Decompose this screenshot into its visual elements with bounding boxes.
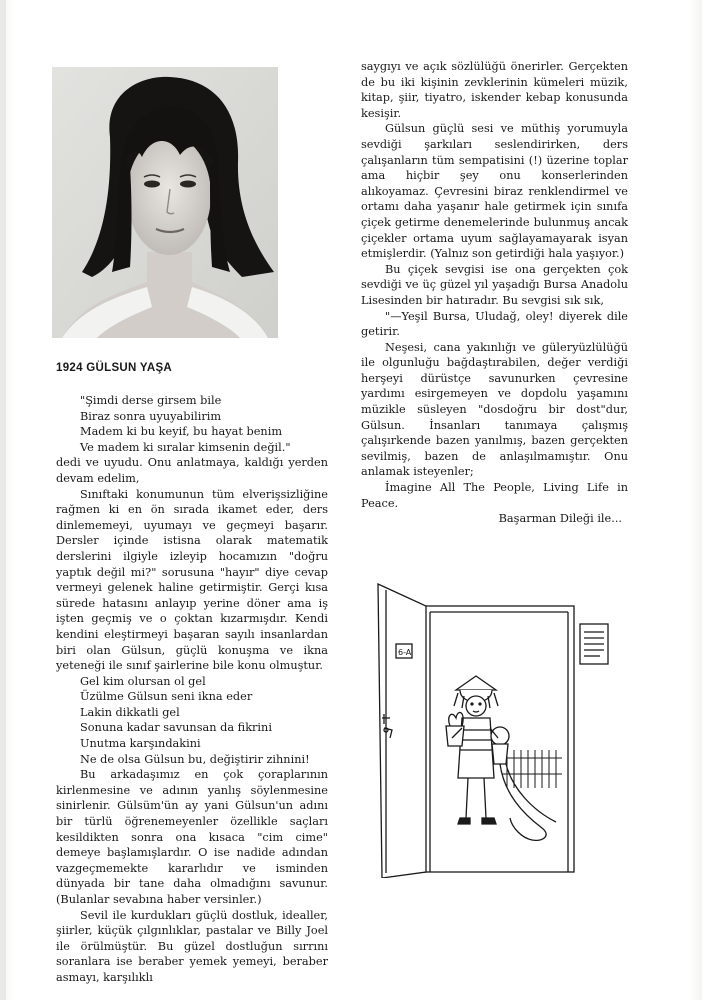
page-edge [0,0,6,1000]
portrait-photo [52,67,278,338]
class-poem [56,674,328,768]
poem-line: Unutma karşındakini [80,737,201,751]
student-name-caption: 1924 GÜLSUN YAŞA [56,362,173,374]
left-column [56,393,328,986]
right-column [361,59,628,527]
opening-poem [56,393,328,455]
paragraph: "—Yeşil Bursa, Uludağ, oley! diyerek dile getirir. [361,309,628,339]
poem-line: Lakin dikkatli gel [80,705,180,719]
paragraph: Neşesi, cana yakınlığı ve güleryüzlülüğü ile olgunluğu bağdaştırabilen, değer verdiği herşeyi dürüstçe savunurken çevresine yardımı esirgemeyen ve dopdolu yaşamını müzikle süsleyen "dosdoğru bir dost"dur, Gülsun. İnsanları tanımaya çalışmış çalışırkende bazen yanılmış, bazen gerçekten sevilmiş, bazen de anlaşılmamıştır. Onu anlamak isteyenler; [361,340,628,479]
poem-line: Ne de olsa Gülsun bu, değiştirir zihnini! [80,752,310,766]
poem-line: Biraz sonra uyuyabilirim [80,409,222,423]
door-sign-label: 6-A [398,648,412,657]
poem-line: Sonuna kadar savunsan da fikrini [80,721,272,735]
poem-line: Gel kim olursan ol gel [80,674,206,688]
paragraph: Gülsun güçlü sesi ve müthiş yorumuyla sevdiği şarkıları seslendirirken, ders çalışanların tüm sempatisini (!) üzerine toplar ama hiçbir şey onu konserlerinden alıkoyamaz. Çevresini biraz renklendirmel ve ortamı daha yaşanır hale getirmek için sınıfa çiçek getirme denemelerinde bulunmuş ancak çiçekler ortama uyum sağlayamayarak isyan etmişlerdir. (Yalnız son getirdiği hala yaşıyor.) [361,122,628,261]
paragraph: Bu arkadaşımız en çok çoraplarının kirlenmesine ve adının yanlış söylenmesine sinirlenir. Gülsüm'ün ay yani Gülsun'un adını bir türlü öğrenemeyenler özellikle saçları kesildikten sonra ona kısaca "cim cime" demeye başlamışlardır. O ise nadide adından vazgeçmemekte kararlıdır ve isminden dünyada bir tane daha olmadığını savunur. (Bulanlar sevabına haber versinler.) [56,768,328,906]
poem-line: Ve madem ki sıralar kimsenin değil." [80,440,291,454]
closing-quote: İmagine All The People, Living Life in Peace. [361,481,628,510]
paragraph: saygıyı ve açık sözlülüğü önerirler. Gerçekten de bu iki kişinin zevklerinin kümeleri müzik, kitap, şiir, tiyatro, iskender kebap konusunda kesişir. [361,60,628,120]
paragraph: Bu çiçek sevgisi ise ona gerçekten çok sevdiği ve üç güzel yıl yaşadığı Bursa Anadolu Lisesinden bir hatıradır. Bu sevgisi sık sık, [361,262,628,307]
poem-line: Madem ki bu keyif, bu hayat benim [80,425,283,439]
poem-line: "Şimdi derse girsem bile [80,394,222,407]
paragraph: Sevil ile kurdukları güçlü dostluk, idealler, şiirler, küçük çılgınlıklar, pastalar ve Billy Joel ile örülmüştür. Bu güzel dostluğun sırrını soranlara ise beraber yemek yemeyi, beraber asmayı, karşılıklı [56,908,328,984]
paragraph: dedi ve uyudu. Onu anlatmaya, kaldığı yerden devam edelim, [56,456,328,485]
sign-off: Başarman Dileği ile... [498,512,622,526]
paragraph: Sınıftaki konumunun tüm elverişsizliğine rağmen ki en ön sırada ikamet eder, ders dinlememeyi, uyumayı ve geçmeyi başarır. Dersler içinde istisna olarak matematik derslerini ilgiyle izleyip hocamızın "doğru yaptık değil mi?" sorusuna "hayır" diye cevap vermeyi gelenek haline getirmiştir. Gerçi kısa sürede hatasını anlayıp yerine döner ama iş işten geçmiş ve o çoktan kızarmışdır. Kendi kendini eleştirmeyi başaran sayılı insanlardan biri olan Gülsun, güçlü konuşma ve ikna yeteneği ile sınıf şairlerine bile konu olmuştur. [56,487,328,673]
poem-line: Üzülme Gülsun seni ikna eder [80,690,253,704]
door-illustration [372,578,618,878]
